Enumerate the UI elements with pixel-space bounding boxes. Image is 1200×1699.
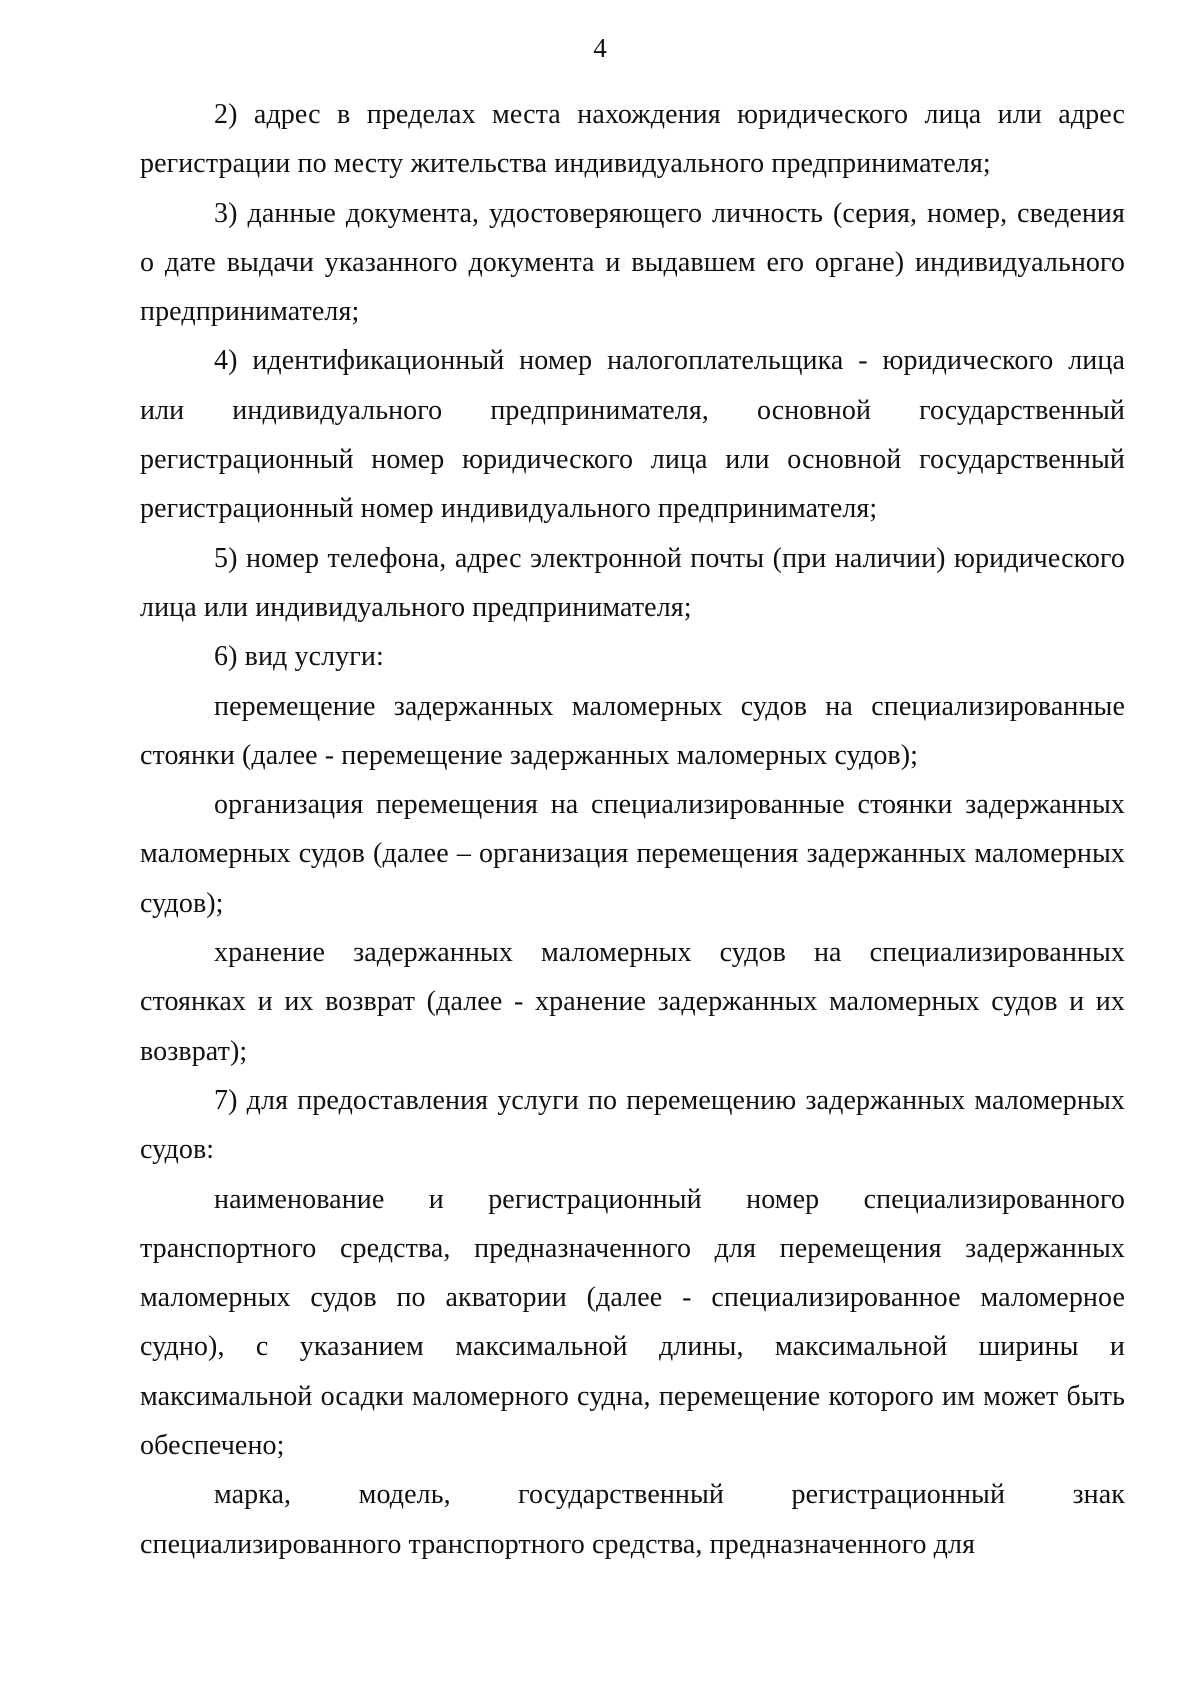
paragraph-item-6-service-type: 6) вид услуги: bbox=[214, 641, 384, 673]
paragraph-vehicle-make-model: марка, модель, государственный регистрационный знак специализированного транспортного средства, предназначенного для bbox=[140, 1479, 1125, 1560]
paragraph-service-storage: хранение задержанных маломерных судов на специализированных стоянках и их возврат (далее - хранение задержанных маломерных судов и их возврат); bbox=[140, 937, 1125, 1067]
paragraph-item-4-tax-number: 4) идентификационный номер налогоплательщика - юридического лица или индивидуального предпринимателя, основной государственный регистрационный номер юридического лица или основной государственный регистрационный номер индивидуального предпринимателя; bbox=[140, 345, 1125, 525]
paragraph-service-relocation: перемещение задержанных маломерных судов на специализированные стоянки (далее - перемещение задержанных маломерных судов); bbox=[140, 690, 1125, 771]
paragraph-service-relocation-organization: организация перемещения на специализированные стоянки задержанных маломерных судов (далее – организация перемещения задержанных маломерных судов); bbox=[140, 789, 1125, 919]
paragraph-item-7-relocation-service: 7) для предоставления услуги по перемещению задержанных маломерных судов: bbox=[140, 1084, 1125, 1166]
paragraph-item-5-contacts: 5) номер телефона, адрес электронной почты (при наличии) юридического лица или индивидуального предпринимателя; bbox=[140, 542, 1125, 623]
paragraph-item-2-address: 2) адрес в пределах места нахождения юридического лица или адрес регистрации по месту жительства индивидуального предпринимателя; bbox=[140, 99, 1125, 180]
paragraph-item-3-identity-document: 3) данные документа, удостоверяющего личность (серия, номер, сведения о дате выдачи указанного документа и выдавшем его органе) индивидуального предпринимателя; bbox=[140, 197, 1125, 328]
paragraph-vessel-name-number: наименование и регистрационный номер специализированного транспортного средства, предназначенного для перемещения задержанных маломерных судов по акватории (далее - специализированное маломерное судно), с указанием максимальной длины, максимальной ширины и максимальной осадки маломерного судна, перемещение которого им может быть обеспечено; bbox=[140, 1183, 1125, 1462]
page-number: 4 bbox=[593, 33, 607, 63]
document-body bbox=[140, 90, 1125, 1569]
